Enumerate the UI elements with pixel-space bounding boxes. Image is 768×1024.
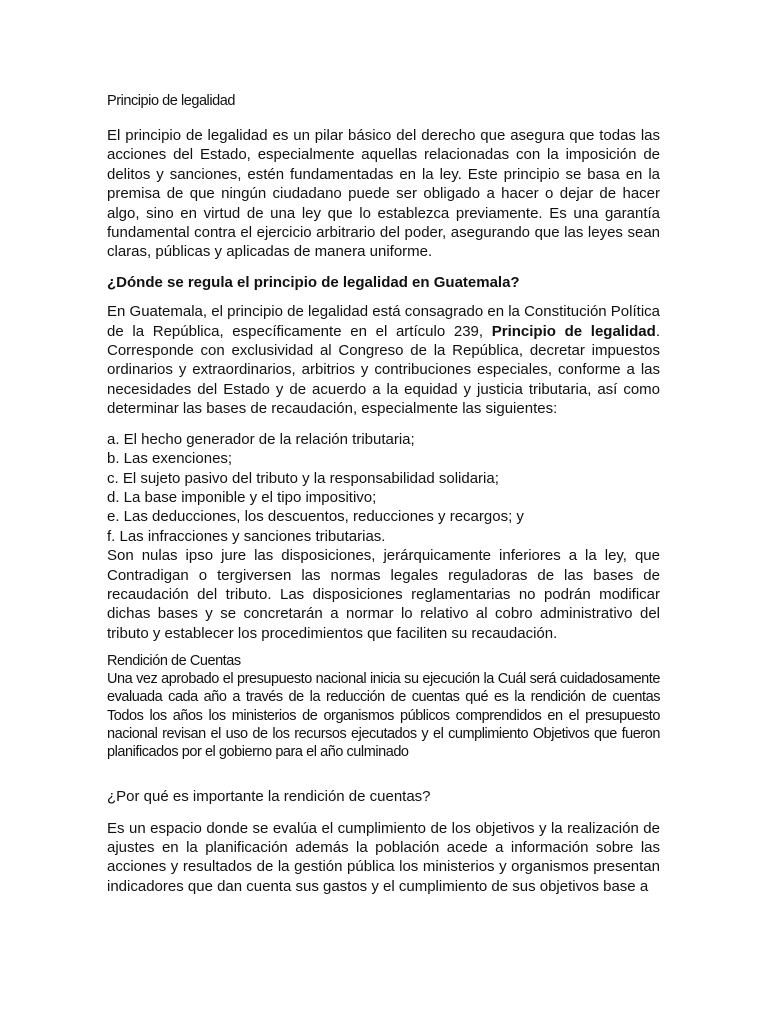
guatemala-text-after: . Corresponde con exclusividad al Congreso de la República, decretar impuestos ordinarios y extraordinarios, arbitrios y contribuciones especiales, conforme a las necesidades del Estado y de acuerdo a la equidad y justicia tributaria, así como determinar las bases de recaudación, especialmente las siguientes: bbox=[107, 322, 660, 418]
importance-answer: Es un espacio donde se evalúa el cumplimiento de los objetivos y la realización de ajustes en la planificación además la población acede a información sobre las acciones y resultados de la gestión pública los ministerios y organismos presentan indicadores que dan cuenta sus gastos y el cumplimiento de sus objetivos base a bbox=[107, 819, 660, 895]
guatemala-text-bold: Principio de legalidad bbox=[491, 322, 656, 340]
guatemala-text-before: En Guatemala, el principio de legalidad está consagrado en la Constitución Política de la República, específicamente en el artículo 239, bbox=[107, 303, 660, 340]
nulas-paragraph: Son nulas ipso jure las disposiciones, jerárquicamente inferiores a la ley, que Contradigan o tergiversen las normas legales reguladoras de las bases de recaudación del tributo. Las disposiciones reglamentarias no podrán modificar dichas bases y se concretarán a normar lo relativo al cobro administrativo del tributo y establecer los procedimientos que faciliten su recaudación. bbox=[107, 547, 660, 642]
document-title: Principio de legalidad bbox=[107, 93, 235, 109]
bases-list bbox=[107, 430, 660, 546]
list-item: d. La base imponible y el tipo impositivo; bbox=[107, 488, 377, 506]
document-page bbox=[107, 92, 660, 896]
list-item: c. El sujeto pasivo del tributo y la responsabilidad solidaria; bbox=[107, 469, 499, 487]
guatemala-paragraph bbox=[107, 302, 660, 418]
list-item: e. Las deducciones, los descuentos, reducciones y recargos; y bbox=[107, 508, 524, 526]
rendicion-heading: Rendición de Cuentas bbox=[107, 653, 241, 670]
list-item: a. El hecho generador de la relación tributaria; bbox=[107, 430, 415, 448]
list-item: b. Las exenciones; bbox=[107, 450, 233, 468]
list-item: f. Las infracciones y sanciones tributarias. bbox=[107, 527, 386, 545]
intro-paragraph: El principio de legalidad es un pilar básico del derecho que asegura que todas las acciones del Estado, especialmente aquellas relacionadas con la imposición de delitos y sanciones, estén fundamentadas en la ley. Este principio se basa en la premisa de que ningún ciudadano puede ser obligado a hacer o dejar de hacer algo, sino en virtud de una ley que lo establezca previamente. Es una garantía fundamental contra el ejercicio arbitrario del poder, asegurando que las leyes sean claras, públicas y aplicadas de manera uniforme. bbox=[107, 127, 660, 261]
rendicion-paragraph: Una vez aprobado el presupuesto nacional inicia su ejecución la Cuál será cuidadosamente evaluada cada año a través de la reducción de cuentas qué es la rendición de cuentas Todos los años los ministerios de organismos públicos comprendidos en el presupuesto nacional revisan el uso de los recursos ejecutados y el cumplimiento Objetivos que fueron planificados por el gobierno para el año culminado bbox=[107, 671, 660, 760]
importance-question: ¿Por qué es importante la rendición de cuentas? bbox=[107, 788, 431, 806]
guatemala-heading: ¿Dónde se regula el principio de legalidad en Guatemala? bbox=[107, 273, 520, 291]
